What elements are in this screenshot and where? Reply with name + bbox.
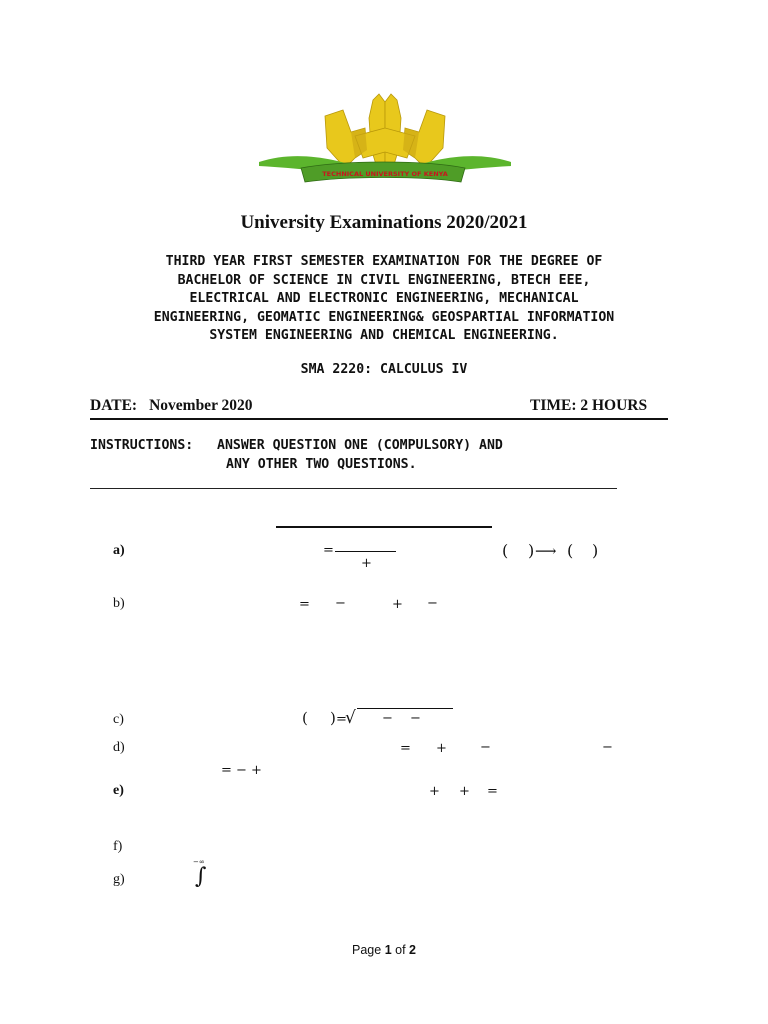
instructions-divider (90, 488, 617, 489)
degree-line: ENGINEERING, GEOMATIC ENGINEERING& GEOSPARTIAL INFORMATION (153, 309, 615, 325)
paren-close: ) (330, 709, 336, 727)
question-d-second-line: = − + (221, 763, 262, 778)
plus-sign: + (361, 556, 372, 571)
plus-sign: + (436, 741, 447, 756)
paren-open: ( (502, 541, 509, 560)
integral-upper-limit: −∞ (193, 858, 205, 866)
integral-icon: ∫ (195, 864, 207, 889)
page-of: of (391, 943, 410, 957)
radical-bar (357, 708, 453, 709)
logo-banner-text: TECHNICAL UNIVERSITY OF KENYA (322, 170, 448, 178)
exam-date (90, 397, 253, 415)
question-b-label: b) (113, 596, 125, 611)
minus-sign: − (427, 596, 438, 611)
date-value: November 2020 (149, 397, 253, 414)
question-e-label: e) (113, 783, 124, 798)
degree-description (84, 253, 684, 346)
total-pages: 2 (409, 943, 416, 957)
instructions-text: ANSWER QUESTION ONE (COMPULSORY) AND (217, 438, 503, 453)
square-root-icon: √ (345, 708, 356, 728)
course-code: SMA 2220: CALCULUS IV (300, 362, 468, 377)
question-c-label: c) (113, 712, 124, 727)
paren-open: ( (302, 709, 308, 727)
instructions-label: INSTRUCTIONS: (90, 438, 194, 453)
plus-sign: + (459, 784, 470, 799)
fraction-bar (335, 551, 396, 552)
page-number (0, 943, 768, 957)
question-f-label: f) (113, 839, 123, 854)
question-one-heading-rule (276, 526, 492, 528)
equals-sign: = (336, 712, 347, 727)
question-d-label: d) (113, 740, 125, 755)
degree-line: ELECTRICAL AND ELECTRONIC ENGINEERING, MECHANICAL (189, 291, 579, 306)
question-a-label: a) (113, 543, 125, 558)
plus-sign: + (429, 784, 440, 799)
minus-sign: − (410, 711, 421, 726)
equals-sign: = (400, 741, 411, 756)
paren-close: ) (528, 541, 535, 560)
minus-sign: − (335, 596, 346, 611)
page-prefix: Page (352, 943, 385, 957)
minus-sign: − (382, 711, 393, 726)
date-label: DATE: (90, 397, 138, 414)
arrow-symbol: ⟶ (535, 542, 557, 560)
equals-sign: = (299, 597, 310, 612)
minus-sign: − (602, 740, 613, 755)
university-logo (255, 88, 515, 190)
degree-line: BACHELOR OF SCIENCE IN CIVIL ENGINEERING, BTECH EEE, (177, 272, 591, 288)
logo-emblem (325, 94, 445, 168)
paren-open: ( (567, 541, 574, 560)
exam-title: University Examinations 2020/2021 (240, 212, 528, 233)
instructions-line-2: ANY OTHER TWO QUESTIONS. (226, 457, 417, 472)
header-divider (90, 418, 668, 420)
minus-sign: − (480, 740, 491, 755)
equals-sign: = (323, 543, 334, 558)
paren-close: ) (592, 541, 599, 560)
instructions-line-1 (90, 438, 503, 453)
plus-sign: + (392, 597, 403, 612)
equals-sign: = (487, 784, 498, 799)
question-g-label: g) (113, 872, 125, 887)
exam-time: TIME: 2 HOURS (530, 397, 648, 414)
degree-line: SYSTEM ENGINEERING AND CHEMICAL ENGINEERING. (209, 328, 559, 343)
current-page: 1 (384, 943, 392, 957)
degree-line: THIRD YEAR FIRST SEMESTER EXAMINATION FOR THE DEGREE OF (165, 254, 603, 269)
